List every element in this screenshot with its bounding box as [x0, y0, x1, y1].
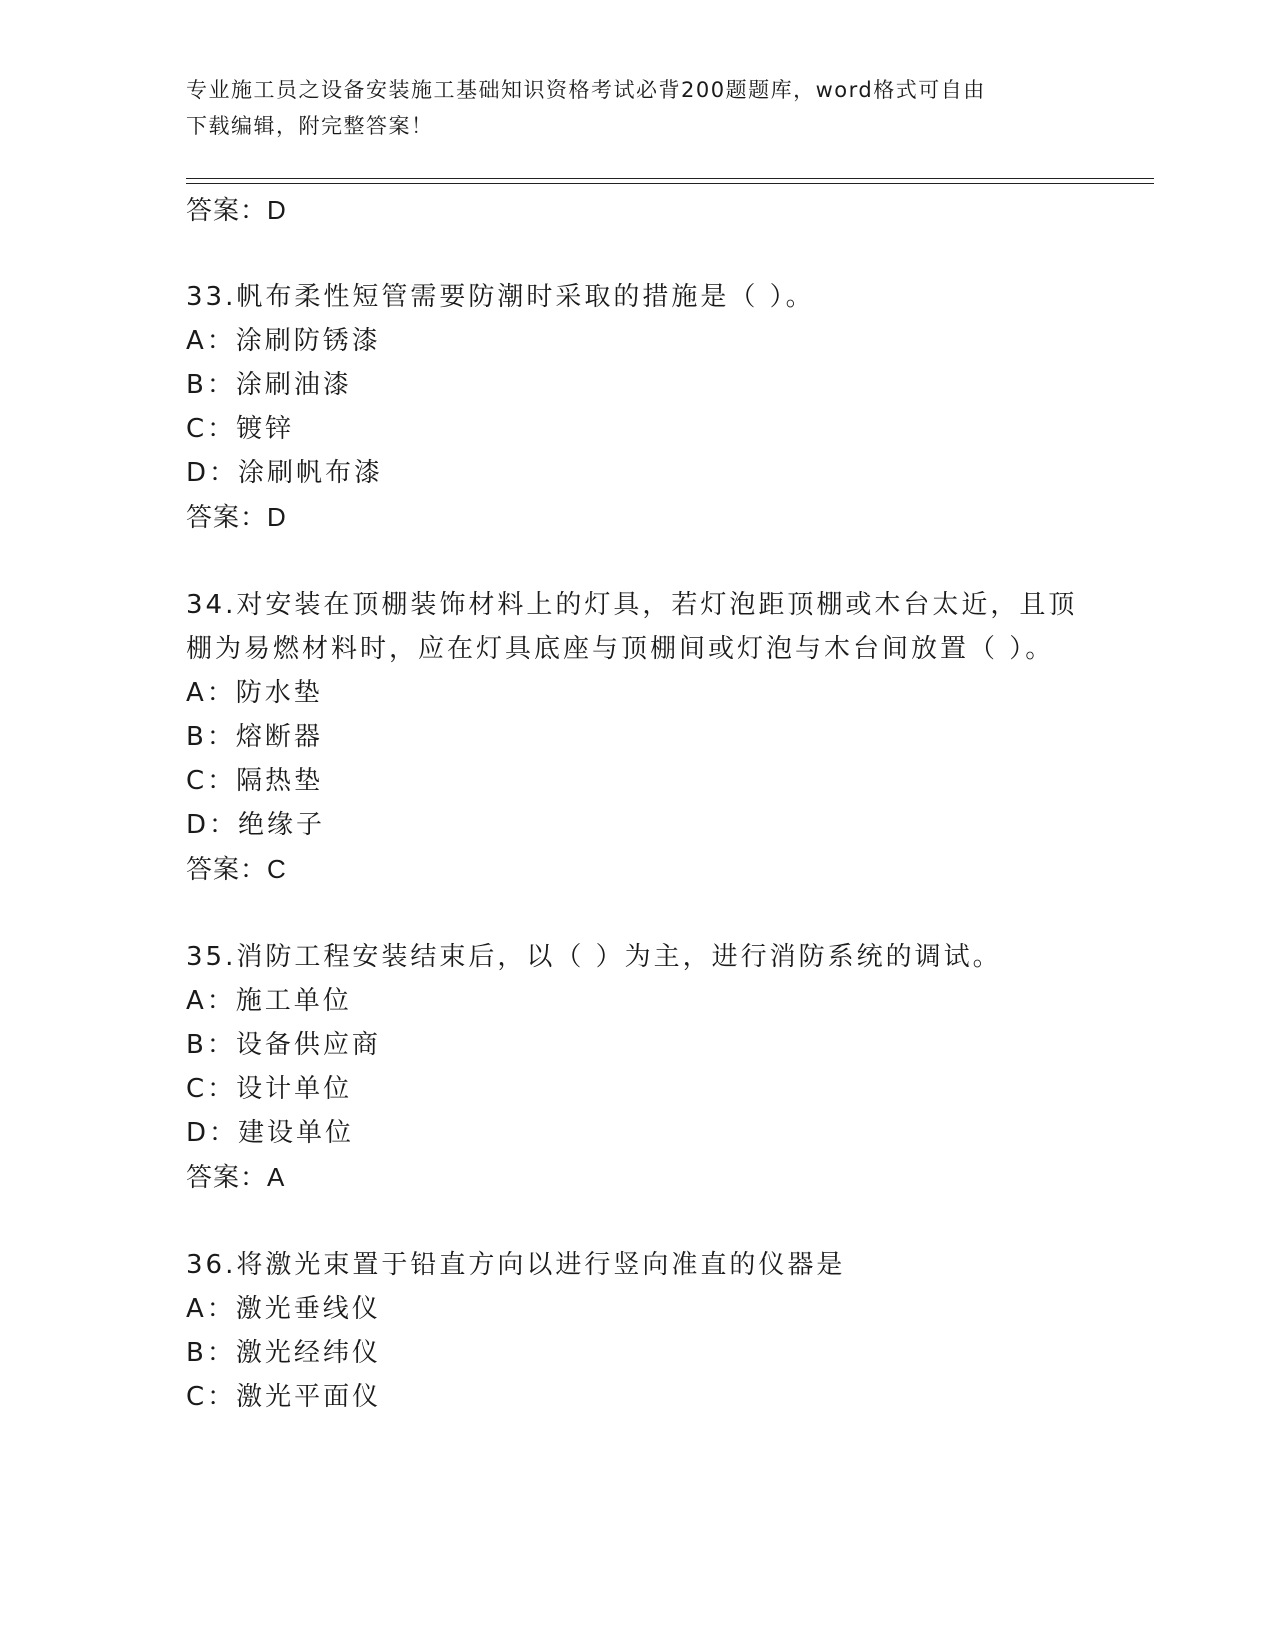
option-d: D：涂刷帆布漆 — [186, 458, 384, 488]
option-b: B：涂刷油漆 — [186, 370, 352, 400]
option-c: C：设计单位 — [186, 1074, 353, 1104]
header-line-1: 专业施工员之设备安装施工基础知识资格考试必背200题题库，word格式可自由 — [186, 78, 986, 102]
header-line-2: 下载编辑，附完整答案！ — [186, 114, 434, 138]
option-a: A：施工单位 — [186, 986, 352, 1016]
question-stem-continued: 棚为易燃材料时，应在灯具底座与顶棚间或灯泡与木台间放置（ ）。 — [186, 634, 1055, 664]
option-b: B：设备供应商 — [186, 1030, 381, 1060]
option-b: B：熔断器 — [186, 722, 323, 752]
option-c: C：激光平面仪 — [186, 1382, 382, 1412]
option-c: C：隔热垫 — [186, 766, 324, 796]
answer-line-previous: 答案：D — [186, 195, 287, 225]
option-d: D：建设单位 — [186, 1118, 355, 1148]
header-rule-top — [186, 178, 1154, 179]
answer-line: 答案：C — [186, 854, 287, 884]
option-c: C：镀锌 — [186, 414, 295, 444]
header-rule-bottom — [186, 183, 1154, 184]
option-a: A：防水垫 — [186, 678, 323, 708]
question-stem: 33.帆布柔性短管需要防潮时采取的措施是（ ）。 — [186, 282, 815, 312]
question-stem: 34.对安装在顶棚装饰材料上的灯具，若灯泡距顶棚或木台太近，且顶 — [186, 590, 1078, 620]
page-header — [186, 72, 1066, 144]
answer-line: 答案：A — [186, 1162, 286, 1192]
option-a: A：激光垂线仪 — [186, 1294, 381, 1324]
option-a: A：涂刷防锈漆 — [186, 326, 381, 356]
option-d: D：绝缘子 — [186, 810, 326, 840]
question-stem: 36.将激光束置于铅直方向以进行竖向准直的仪器是 — [186, 1250, 846, 1280]
question-stem: 35.消防工程安装结束后，以（ ）为主，进行消防系统的调试。 — [186, 942, 1002, 972]
answer-line: 答案：D — [186, 502, 287, 532]
option-b: B：激光经纬仪 — [186, 1338, 381, 1368]
